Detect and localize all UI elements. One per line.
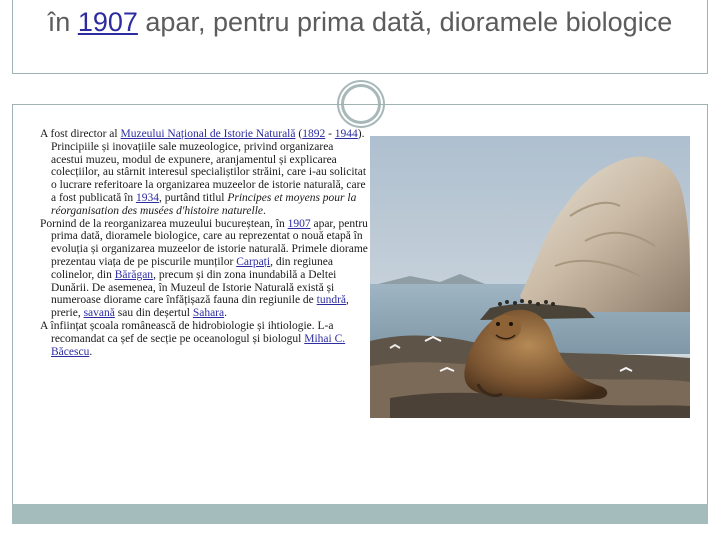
paragraph-2: Pornind de la reorganizarea muzeului bucureștean, în 1907 apar, pentru prima dată, dioramele biologice, care au reprezentat o nouă etapă în evoluția și organizarea muzeelor de istorie naturală. Primele diorame prezentau viața de pe piscurile munților Carpați, din regiunea colinelor, din Bărăgan, precum și din zona inundabilă a Deltei Dunării. De asemenea, în Muzeul de Istorie Naturală există și numeroase diorame care înfățișază fauna din regiunile de tundră, prerie, savană sau din deșertul Sahara. [40, 217, 368, 320]
title-prefix: în [47, 7, 78, 37]
body-text [40, 128, 368, 358]
link-1934[interactable]: 1934 [135, 191, 159, 204]
paragraph-1: A fost director al Muzeului Național de Istorie Naturală (1892 - 1944). Principiile și inovațiile sale muzeologice, privind organizarea acestui muzeu, modul de expunere, aranjamentul și explicarea colecțiilor, au stârnit interesul specialiștilor străini, care i-au solicitat o lucrare referitoare la organizarea muzeelor de istorie naturală, care a fost publicată în 1934, purtând titlul Principes et moyens pour la réorganisation des musées d'histoire naturelle. [40, 128, 367, 217]
link-muzeul[interactable]: Muzeului Național de Istorie Naturală [120, 128, 296, 140]
link-baragan[interactable]: Bărăgan [114, 268, 154, 281]
link-bacescu[interactable]: Mihai C. Băcescu [51, 332, 346, 358]
diorama-image [370, 136, 690, 418]
link-1944[interactable]: 1944 [334, 128, 358, 140]
link-tundra[interactable]: tundră [316, 294, 347, 307]
diorama-painting [370, 136, 690, 418]
link-1907[interactable]: 1907 [287, 217, 311, 230]
paragraph-3: A înființat școala românească de hidrobiologie și ihtiologie. L-a recomandat ca șef de secție pe oceanologul și biologul Mihai C. Băcescu. [40, 319, 346, 358]
link-sahara[interactable]: Sahara [192, 307, 225, 320]
slide-title [12, 6, 708, 38]
link-1892[interactable]: 1892 [302, 128, 326, 140]
link-savana[interactable]: savană [83, 307, 115, 320]
bottom-bar [12, 504, 708, 524]
title-suffix: apar, pentru prima dată, dioramele biologice [137, 7, 673, 37]
title-link-1907[interactable]: 1907 [77, 7, 138, 37]
link-carpati[interactable]: Carpați [236, 255, 271, 268]
book-title: Principes et moyens pour la réorganisation des musées d'histoire naturelle [51, 191, 357, 217]
